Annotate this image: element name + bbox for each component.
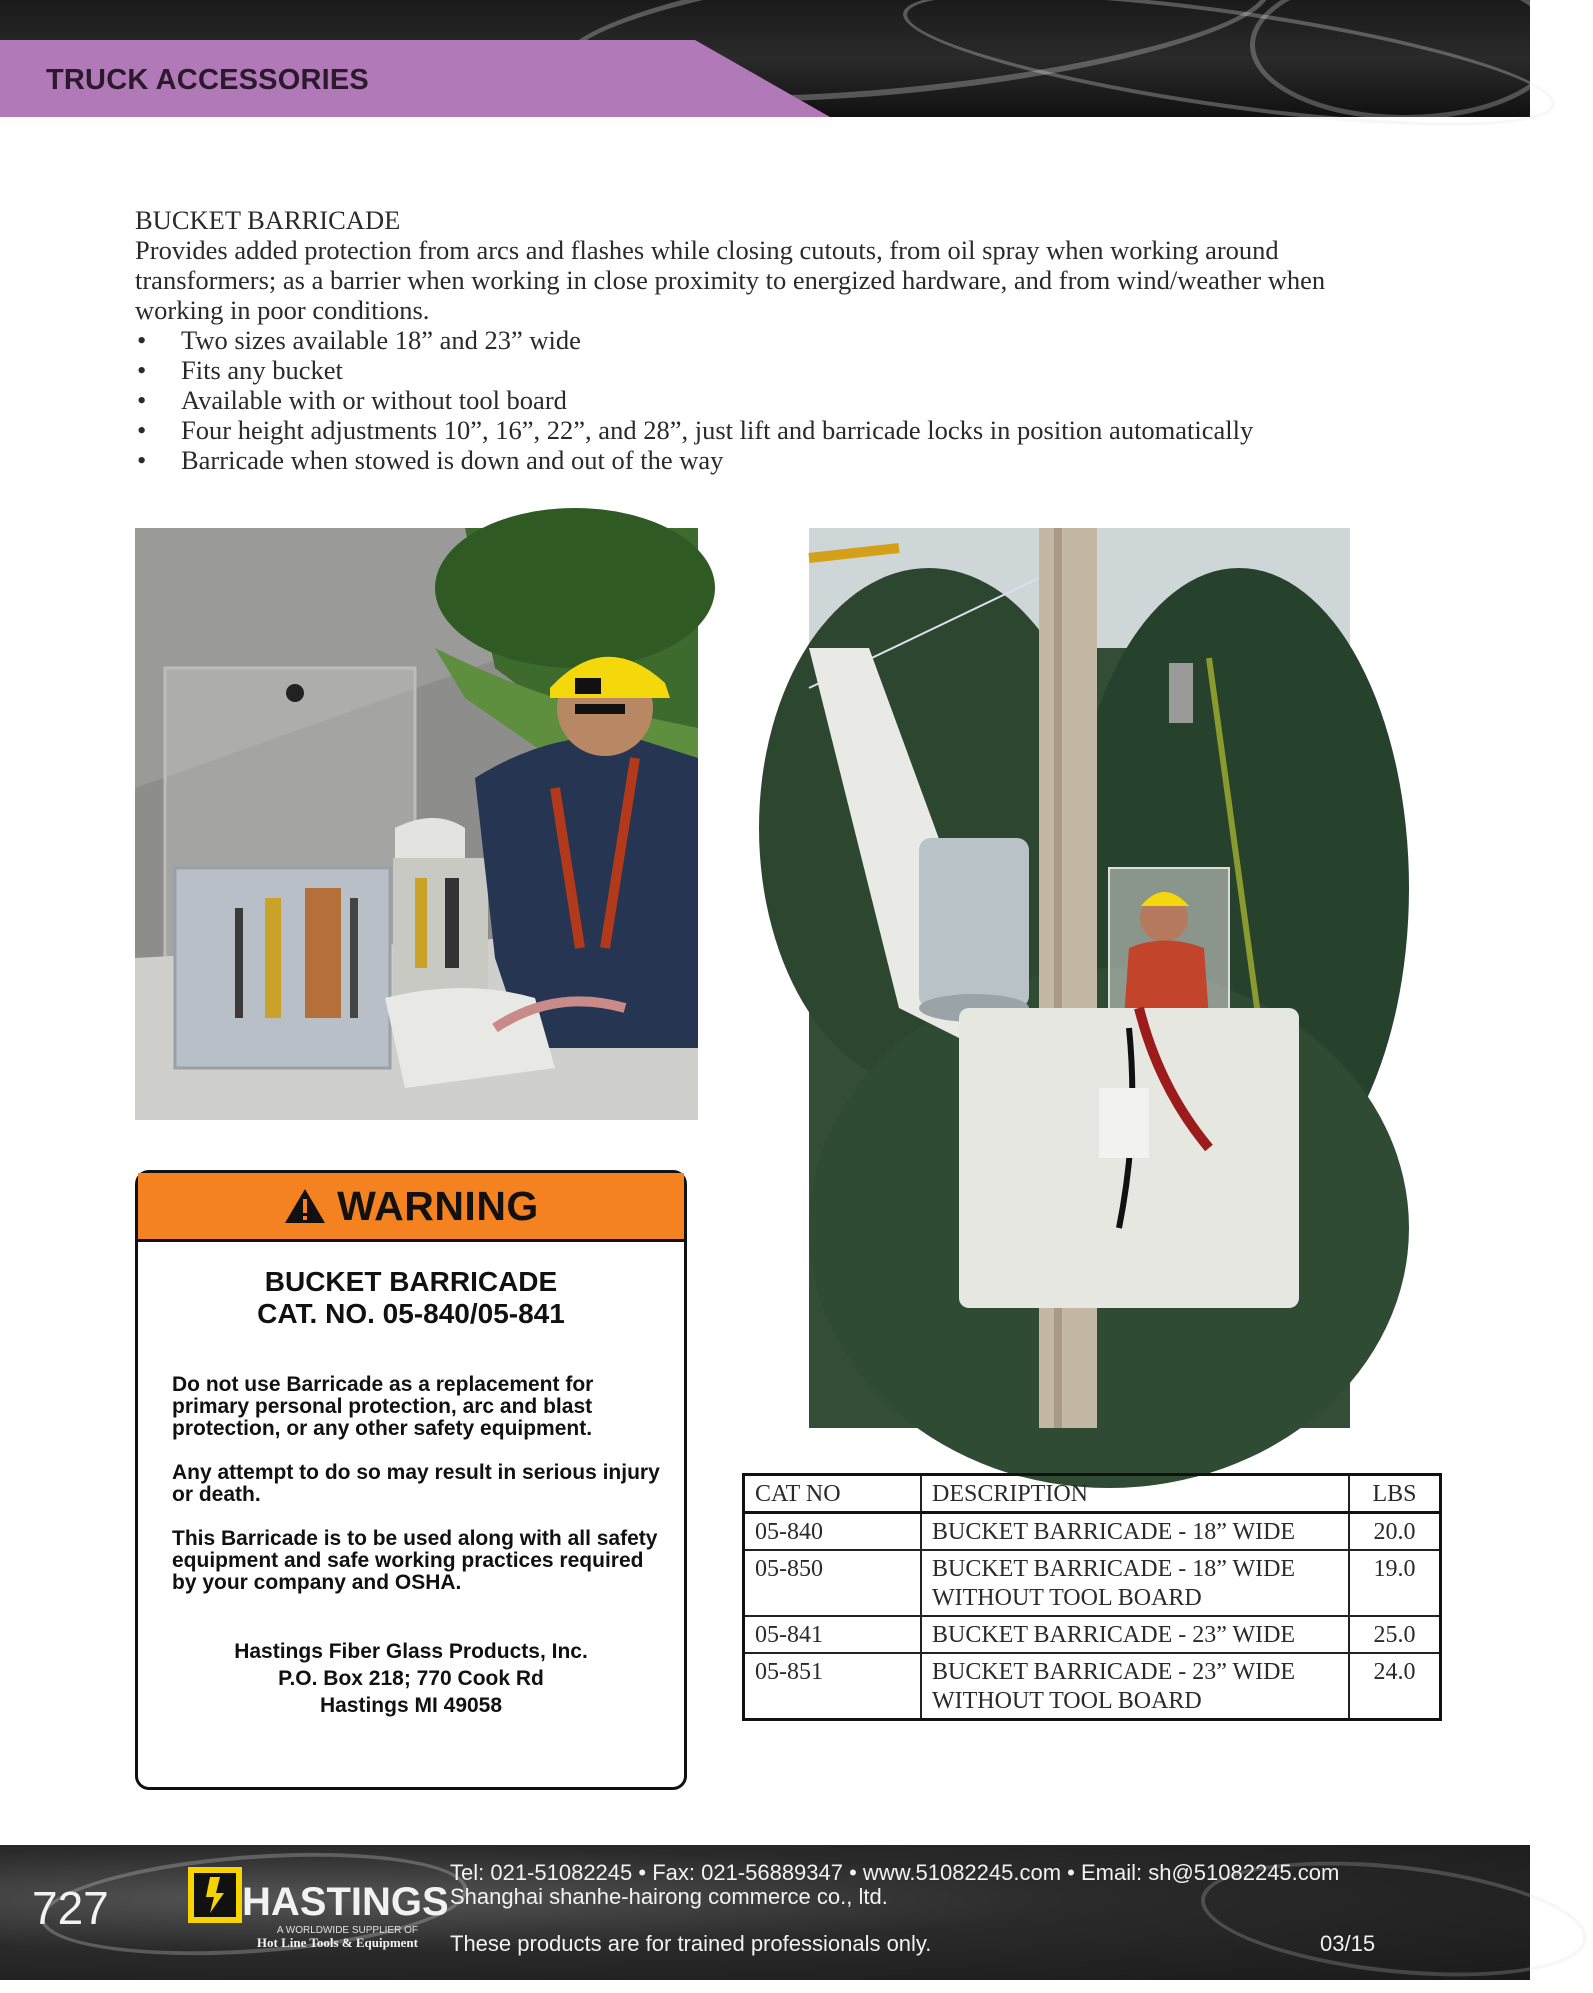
warning-header	[138, 1173, 684, 1242]
cell-lbs: 24.0	[1349, 1653, 1441, 1720]
company-line: Shanghai shanhe-hairong commerce co., ltd.	[450, 1884, 888, 1909]
cell-cat-no: 05-850	[744, 1550, 921, 1616]
product-description: Provides added protection from arcs and flashes while closing cutouts, from oil spray when working around transformers; as a barrier when working in close proximity to energized hardware, and from wind/weather when working in poor conditions.	[135, 235, 1326, 325]
cell-cat-no: 05-851	[744, 1653, 921, 1720]
cell-description: BUCKET BARRICADE - 18” WIDE	[921, 1513, 1349, 1551]
date-code: 03/15	[1320, 1931, 1376, 1956]
hastings-logo-icon	[186, 1857, 449, 1957]
photo-illustration	[135, 528, 698, 1120]
photo-illustration	[809, 528, 1350, 1428]
warning-catalog-line: CAT. NO. 05-840/05-841	[257, 1298, 565, 1329]
cell-description: BUCKET BARRICADE - 18” WIDE WITHOUT TOOL BOARD	[921, 1550, 1349, 1616]
logo-wordmark: HASTINGS	[242, 1880, 449, 1924]
feature-item: • Barricade when stowed is down and out of the way	[135, 445, 1435, 475]
contact-info	[450, 1861, 1339, 1909]
section-title: TRUCK ACCESSORIES	[46, 64, 369, 96]
table-row	[744, 1513, 1441, 1551]
warning-paragraph: Do not use Barricade as a replacement for primary personal protection, arc and blast protection, or any other safety equipment.	[172, 1373, 594, 1440]
logo-tagline: A WORLDWIDE SUPPLIER OF	[276, 1925, 418, 1936]
table-row	[744, 1653, 1441, 1720]
warning-title	[138, 1266, 684, 1330]
address-line: Hastings Fiber Glass Products, Inc.	[234, 1640, 588, 1663]
address-line: Hastings MI 49058	[319, 1694, 503, 1717]
column-header-cat-no: CAT NO	[744, 1475, 921, 1513]
photo-lineman-at-pole	[809, 528, 1350, 1428]
feature-item: • Two sizes available 18” and 23” wide	[135, 325, 1435, 355]
cell-lbs: 25.0	[1349, 1616, 1441, 1653]
feature-item: • Fits any bucket	[135, 355, 1435, 385]
column-header-lbs: LBS	[1349, 1475, 1441, 1513]
product-title: BUCKET BARRICADE	[135, 205, 401, 235]
professional-use-note: These products are for trained professionals only.	[450, 1931, 932, 1956]
cell-lbs: 20.0	[1349, 1513, 1441, 1551]
cell-description: BUCKET BARRICADE - 23” WIDE	[921, 1616, 1349, 1653]
cell-description: BUCKET BARRICADE - 23” WIDE WITHOUT TOOL BOARD	[921, 1653, 1349, 1720]
contact-line: Tel: 021-51082245 • Fax: 021-56889347 • www.51082245.com • Email: sh@51082245.com	[450, 1860, 1340, 1885]
cell-lbs: 19.0	[1349, 1550, 1441, 1616]
feature-item: • Four height adjustments 10”, 16”, 22”, and 28”, just lift and barricade locks in position automatically	[135, 415, 1435, 445]
address-line: P.O. Box 218; 770 Cook Rd	[278, 1667, 544, 1690]
warning-label	[135, 1170, 687, 1790]
table-row	[744, 1550, 1441, 1616]
logo-tagline: Hot Line Tools & Equipment	[256, 1935, 418, 1950]
warning-triangle-icon	[283, 1187, 327, 1225]
warning-paragraph: Any attempt to do so may result in serious injury or death.	[172, 1461, 660, 1506]
feature-item: • Available with or without tool board	[135, 385, 1435, 415]
feature-list	[135, 325, 1435, 475]
warning-paragraph: This Barricade is to be used along with all safety equipment and safe working practices required by your company and OSHA.	[172, 1527, 658, 1594]
page-footer	[0, 1845, 1530, 1980]
cell-cat-no: 05-841	[744, 1616, 921, 1653]
column-header-description: DESCRIPTION	[921, 1475, 1349, 1513]
warning-title-line: BUCKET BARRICADE	[264, 1266, 558, 1297]
catalog-table	[742, 1473, 1442, 1721]
table-header-row	[744, 1475, 1441, 1513]
product-intro	[135, 205, 1435, 475]
cell-cat-no: 05-840	[744, 1513, 921, 1551]
photo-lineman-in-bucket	[135, 528, 698, 1120]
manufacturer-address	[138, 1638, 684, 1719]
page-number: 727	[32, 1882, 109, 1934]
warning-header-text: WARNING	[337, 1182, 539, 1229]
table-row	[744, 1616, 1441, 1653]
